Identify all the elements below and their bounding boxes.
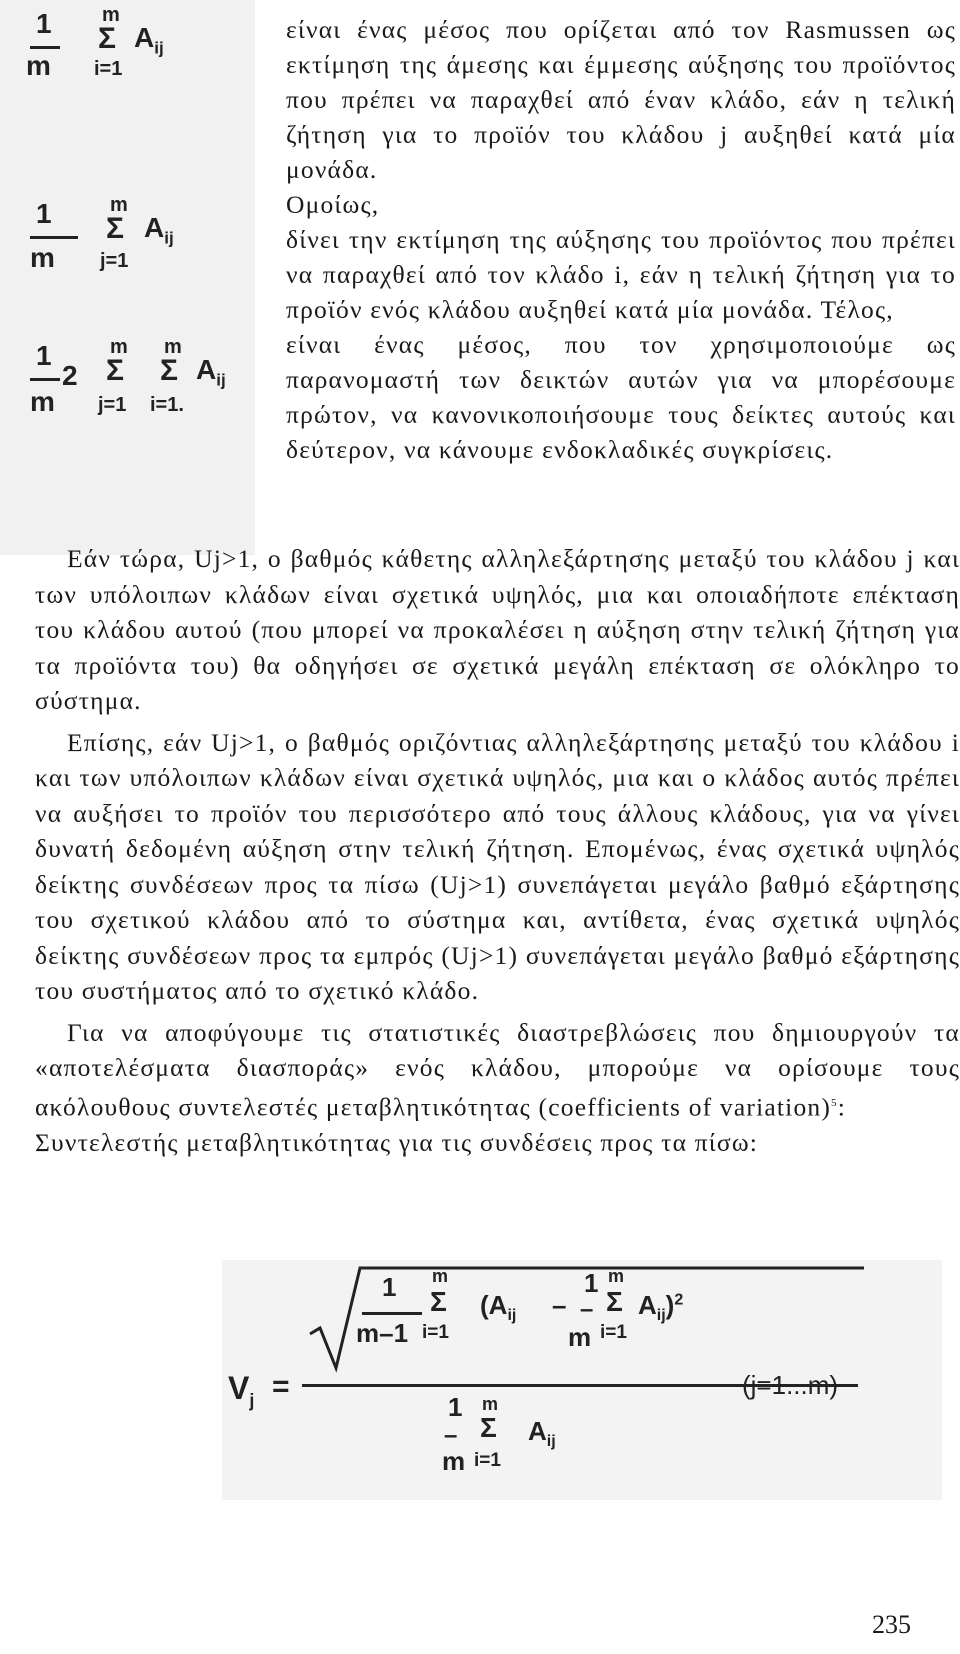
- formula-column-average: 1 m m Σ j=1 $A_{ij}$: [30, 194, 174, 273]
- paragraph-rasmussen: είναι ένας μέσος που ορίζεται από τον Rasmussen ως εκτίμηση της άμεσης και έμμεσης αύξησης του προϊόντος που πρέπει να παραχθεί από έναν κλάδο, εάν η τελική ζήτηση για το προϊόν του κλάδου j αυξηθεί κατά μία μονάδα.: [286, 15, 956, 184]
- paragraph-similarly: Ομοίως,: [286, 190, 380, 219]
- paragraph-vertical-interdependence: Εάν τώρα, Uj>1, ο βαθμός κάθετης αλληλεξάρτησης μεταξύ του κλάδου j και των υπόλοιπων κλάδων είναι σχετικά υψηλός, μια και οποιαδήποτε επέκταση του κλάδου αυτού (που μπορεί να προκαλέσει η αύξηση στην τελική ζήτηση για τα προϊόντα του) θα οδηγήσει σε σχετικά μεγάλη επέκταση σε ολόκληρο το σύστημα.: [35, 544, 960, 715]
- formula-row-average: 1 m m Σ i=1 $A_{ij}$: [26, 4, 164, 81]
- variation-coefficient-formula: $V_j$ = 1 m–1 m Σ i=1 ($A_{ij}$ – 1 – m m Σ i=1 $A_{ij})^2$ 1 – m m Σ i=1 $A_{ij}$ (j=1...m): [222, 1260, 942, 1500]
- sigma-symbol: Σ: [606, 1286, 623, 1317]
- term-aij: $A_{ij}$: [528, 1416, 556, 1451]
- paragraph-row-sum: δίνει την εκτίμηση της αύξησης του προϊόντος που πρέπει να παραχθεί από τον κλάδο i, εάν η τελική ζήτηση για το προϊόν ενός κλάδου αυξηθεί κατά μία μονάδα. Τέλος,: [286, 225, 956, 324]
- footnote-marker: 5: [831, 1096, 838, 1109]
- fraction-bar: [30, 236, 78, 239]
- formula-column: [0, 0, 255, 555]
- paragraph-horizontal-interdependence: Επίσης, εάν Uj>1, ο βαθμός οριζόντιας αλληλεξάρτησης μεταξύ του κλάδου i και των υπόλοιπων κλάδων είναι σχετικά υψηλός, μια και ο κλάδος αυτός πρέπει να αυξήσει το προϊόν του περισσότερο από τους άλλους κλάδους, για να γίνει δυνατή δεδομένη αύξηση στην τελική ζήτηση. Επομένως, ένας σχετικά υψηλός δείκτης συνδέσεων προς τα πίσω (Uj>1) συνεπάγεται μεγάλο βαθμό εξάρτησης του σχετικού κλάδου από το σύστημα και, αντίθετα, ένας σχετικά υψηλός δείκτης συνδέσεων προς τα εμπρός (Uj>1) συνεπάγεται μεγάλο βαθμό εξάρτησης του συστήματος από το σχετικό κλάδο.: [35, 727, 960, 1005]
- page-number: 235: [872, 1610, 911, 1639]
- lhs-vj: $V_j$: [228, 1370, 255, 1411]
- term-aij: $A_{ij}$: [196, 354, 226, 390]
- sigma-symbol: Σ: [106, 212, 125, 245]
- paragraph-coefficients-variation: Για να αποφύγουμε τις στατιστικές διαστρεβλώσεις που δημιουργούν τα «αποτελέσματα διασποράς» ενός κλάδου, μπορούμε να ορίσουμε τους ακόλουθους συντελεστές μεταβλητικότητας (coefficients of variation)$^5$:: [35, 1017, 960, 1121]
- formula-grand-average: 1 2 m m Σ j=1 m Σ i=1. $A_{ij}$: [30, 336, 226, 417]
- term-aij: $A_{ij}$: [144, 212, 174, 248]
- sigma-symbol: Σ: [106, 354, 125, 387]
- index-range: (j=1...m): [742, 1370, 839, 1400]
- sigma-symbol: Σ: [480, 1412, 497, 1443]
- sigma-symbol: Σ: [160, 354, 179, 387]
- sigma-symbol: Σ: [98, 22, 117, 55]
- paragraph-finally: είναι ένας μέσος, που τον χρησιμοποιούμε ως παρανομαστή των δεικτών αυτών για να μπορέσουμε πρώτον, να κανονικοποιήσουμε τους δείκτες αυτούς και δεύτερον, να κάνουμε ενδοκλαδικές συγκρίσεις.: [286, 330, 956, 464]
- term-aij: $A_{ij}$: [134, 22, 164, 58]
- paragraph-backward-linkages: Συντελεστής μεταβλητικότητας για τις συνδέσεις προς τα πίσω:: [35, 1127, 759, 1157]
- fraction-bar: [362, 1312, 422, 1315]
- fraction-bar: [30, 46, 60, 49]
- term-aij: ($A_{ij}$: [480, 1290, 517, 1325]
- sigma-symbol: Σ: [430, 1286, 447, 1317]
- fraction-bar: [30, 378, 60, 381]
- formula-explanations: [286, 12, 956, 467]
- body-text: [35, 541, 960, 1160]
- term-aij: $A_{ij})^2$: [638, 1290, 684, 1325]
